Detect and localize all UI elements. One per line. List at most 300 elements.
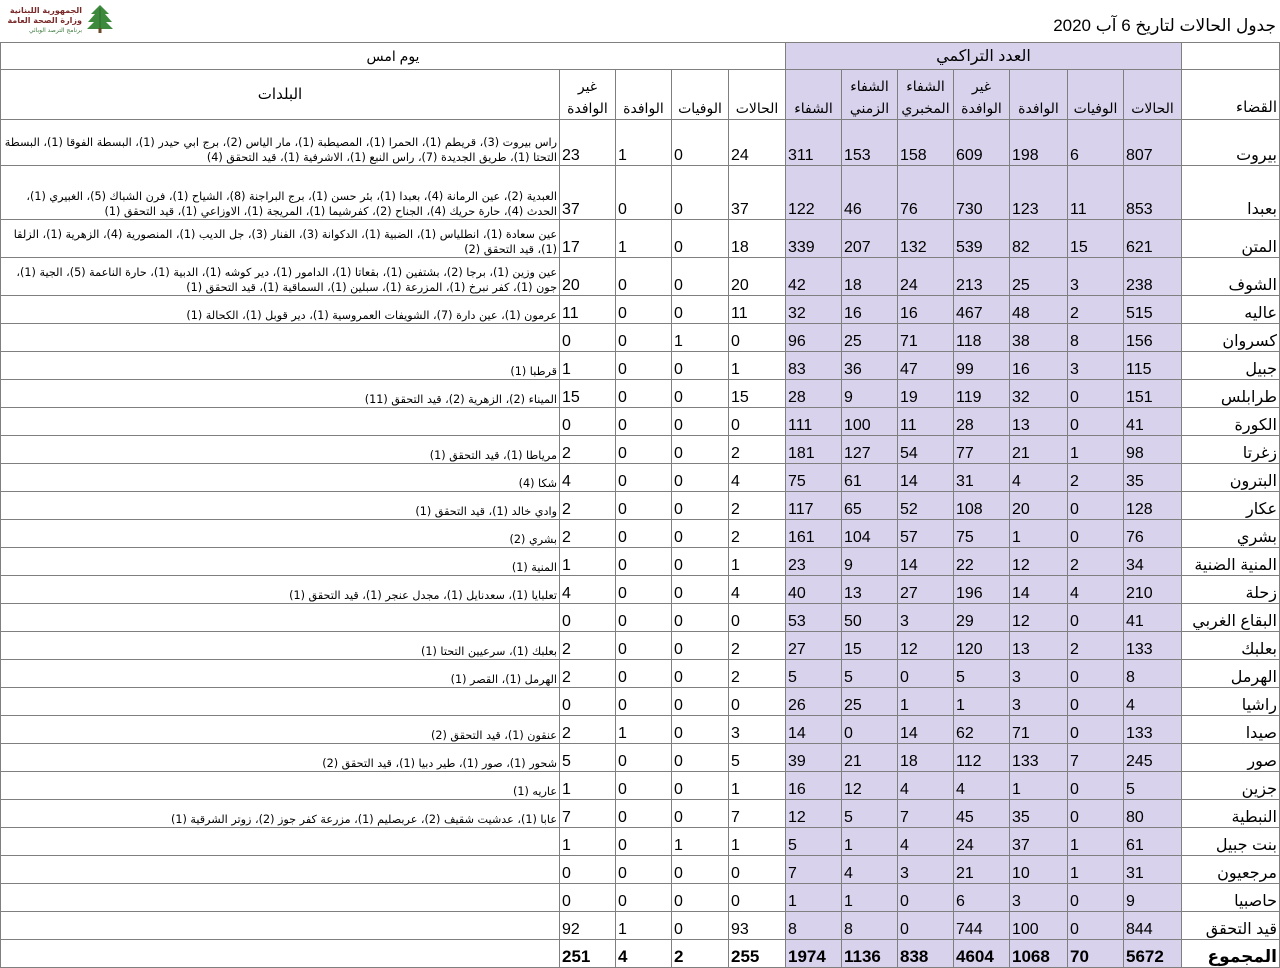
cum-lab-recovery-header: الشفاء المخبري (898, 70, 954, 120)
logo-ministry-text: وزارة الصحة العامة (7, 16, 82, 25)
yesterday-cases-cell: 2 (729, 632, 786, 660)
cum-cases-cell: 515 (1124, 296, 1182, 324)
cum-deaths-cell: 0 (1068, 716, 1124, 744)
cum-time-recovery-cell: 12 (842, 772, 898, 800)
yesterday-cases-cell: 1 (729, 772, 786, 800)
yesterday-deaths-cell: 0 (672, 380, 729, 408)
yesterday-imported-cell: 1 (616, 912, 672, 940)
yesterday-imported-cell: 0 (616, 408, 672, 436)
qada-name-cell: الكورة (1182, 408, 1280, 436)
yesterday-local-cell: 4 (560, 576, 616, 604)
yesterday-local-cell: 2 (560, 436, 616, 464)
cum-time-recovery-cell: 21 (842, 744, 898, 772)
qada-name-cell: بعلبك (1182, 632, 1280, 660)
table-row (1, 548, 1280, 576)
cum-time-recovery-cell: 9 (842, 380, 898, 408)
towns-cell: بشري (2) (1, 520, 560, 548)
yesterday-imported-cell: 0 (616, 828, 672, 856)
cum-recovery-cell: 181 (786, 436, 842, 464)
cum-deaths-cell: 11 (1068, 166, 1124, 220)
table-row (1, 324, 1280, 352)
cum-cases-cell: 844 (1124, 912, 1182, 940)
cum-deaths-cell: 2 (1068, 548, 1124, 576)
cum-lab-recovery-cell: 3 (898, 604, 954, 632)
yesterday-deaths-cell: 0 (672, 576, 729, 604)
yesterday-local-cell: 0 (560, 324, 616, 352)
cum-time-recovery-cell: 36 (842, 352, 898, 380)
towns-cell (1, 408, 560, 436)
towns-cell: عنقون (1)، قيد التحقق (2) (1, 716, 560, 744)
cum-time-recovery-cell: 25 (842, 324, 898, 352)
cum-deaths-cell: 0 (1068, 408, 1124, 436)
cum-local-cell: 99 (954, 352, 1010, 380)
cumulative-header: العدد التراكمي (786, 43, 1182, 70)
yesterday-imported-cell: 0 (616, 632, 672, 660)
cum-recovery-cell: 8 (786, 912, 842, 940)
table-row (1, 352, 1280, 380)
cum-time-recovery-cell: 153 (842, 120, 898, 166)
cum-deaths-cell: 0 (1068, 688, 1124, 716)
cum-lab-recovery-cell: 0 (898, 884, 954, 912)
cum-local-cell: 5 (954, 660, 1010, 688)
cum-cases-cell: 807 (1124, 120, 1182, 166)
cum-imported-cell: 14 (1010, 576, 1068, 604)
yesterday-deaths-cell: 0 (672, 548, 729, 576)
cum-deaths-cell: 4 (1068, 576, 1124, 604)
cum-imported-cell: 198 (1010, 120, 1068, 166)
cum-local-cell: 29 (954, 604, 1010, 632)
yesterday-local-header: غير الوافدة (560, 70, 616, 120)
yesterday-imported-cell: 0 (616, 258, 672, 296)
cum-cases-cell: 9 (1124, 884, 1182, 912)
cum-lab-recovery-cell: 1 (898, 688, 954, 716)
cum-imported-cell: 38 (1010, 324, 1068, 352)
towns-cell: وادي خالد (1)، قيد التحقق (1) (1, 492, 560, 520)
cum-recovery-cell: 1 (786, 884, 842, 912)
yesterday-imported-cell: 0 (616, 492, 672, 520)
cum-deaths-cell: 8 (1068, 324, 1124, 352)
towns-cell: الميناء (2)، الزهرية (2)، قيد التحقق (11) (1, 380, 560, 408)
yesterday-deaths-cell: 0 (672, 166, 729, 220)
towns-column-header: البلدات (1, 70, 560, 120)
yesterday-local-cell: 23 (560, 120, 616, 166)
yesterday-deaths-cell: 0 (672, 744, 729, 772)
cum-recovery-cell: 339 (786, 220, 842, 258)
cum-recovery-cell: 12 (786, 800, 842, 828)
yesterday-deaths-cell: 0 (672, 464, 729, 492)
yesterday-imported-cell: 0 (616, 166, 672, 220)
cum-lab-recovery-cell: 47 (898, 352, 954, 380)
cum-local-cell: 1 (954, 688, 1010, 716)
cum-recovery-cell: 75 (786, 464, 842, 492)
qada-name-cell: كسروان (1182, 324, 1280, 352)
cum-cases-cell: 41 (1124, 408, 1182, 436)
towns-cell (1, 856, 560, 884)
yesterday-deaths-cell: 0 (672, 716, 729, 744)
yesterday-cases-cell: 255 (729, 940, 786, 968)
yesterday-imported-cell: 0 (616, 772, 672, 800)
table-row (1, 166, 1280, 220)
cum-time-recovery-cell: 1 (842, 828, 898, 856)
towns-cell: عين وزين (1)، برجا (2)، بشتفين (1)، بقعاتا (1)، الدامور (1)، دير كوشه (1)، الدبية (1)، حارة الناعمة (5)، الجية (1)، جون (1)، كفر نبرخ (1)، المزرعة (1)، سبلين (1)، السماقية (1)، قيد التحقق (1) (1, 258, 560, 296)
cum-cases-cell: 4 (1124, 688, 1182, 716)
cum-deaths-cell: 15 (1068, 220, 1124, 258)
yesterday-local-cell: 7 (560, 800, 616, 828)
yesterday-local-cell: 1 (560, 828, 616, 856)
table-row (1, 632, 1280, 660)
cum-recovery-header: الشفاء (786, 70, 842, 120)
cum-local-cell: 28 (954, 408, 1010, 436)
yesterday-cases-cell: 11 (729, 296, 786, 324)
cum-lab-recovery-cell: 76 (898, 166, 954, 220)
yesterday-local-cell: 0 (560, 408, 616, 436)
logo-program-text: برنامج الترصد الوبائي (28, 27, 82, 34)
logo-republic-text: الجمهورية اللبنانية (9, 6, 82, 15)
total-row (1, 940, 1280, 968)
qada-name-cell: قيد التحقق (1182, 912, 1280, 940)
yesterday-local-cell: 0 (560, 604, 616, 632)
towns-cell: شكا (4) (1, 464, 560, 492)
yesterday-imported-cell: 0 (616, 660, 672, 688)
towns-cell: عرمون (1)، عين دارة (7)، الشويفات العمروسية (1)، دير قوبل (1)، الكحالة (1) (1, 296, 560, 324)
towns-cell (1, 828, 560, 856)
table-row (1, 604, 1280, 632)
yesterday-cases-cell: 2 (729, 520, 786, 548)
cum-local-cell: 45 (954, 800, 1010, 828)
qada-name-cell: حاصبيا (1182, 884, 1280, 912)
cum-cases-cell: 41 (1124, 604, 1182, 632)
table-row (1, 716, 1280, 744)
cum-imported-header: الوافدة (1010, 70, 1068, 120)
cum-deaths-cell: 1 (1068, 856, 1124, 884)
yesterday-cases-cell: 0 (729, 884, 786, 912)
cum-cases-cell: 8 (1124, 660, 1182, 688)
towns-cell (1, 884, 560, 912)
yesterday-deaths-cell: 0 (672, 912, 729, 940)
cases-table (0, 42, 1280, 968)
table-row (1, 688, 1280, 716)
cum-lab-recovery-cell: 19 (898, 380, 954, 408)
cum-recovery-cell: 7 (786, 856, 842, 884)
cum-cases-cell: 853 (1124, 166, 1182, 220)
ministry-logo (8, 2, 114, 40)
cum-local-cell: 108 (954, 492, 1010, 520)
cum-recovery-cell: 28 (786, 380, 842, 408)
cum-imported-cell: 48 (1010, 296, 1068, 324)
table-row (1, 436, 1280, 464)
table-row (1, 120, 1280, 166)
cum-lab-recovery-cell: 71 (898, 324, 954, 352)
cum-imported-cell: 12 (1010, 548, 1068, 576)
cum-imported-cell: 82 (1010, 220, 1068, 258)
table-row (1, 828, 1280, 856)
yesterday-imported-cell: 0 (616, 576, 672, 604)
table-row (1, 856, 1280, 884)
yesterday-local-cell: 37 (560, 166, 616, 220)
cum-deaths-header: الوفيات (1068, 70, 1124, 120)
cum-imported-cell: 25 (1010, 258, 1068, 296)
yesterday-imported-cell: 0 (616, 296, 672, 324)
yesterday-deaths-cell: 0 (672, 296, 729, 324)
yesterday-local-cell: 2 (560, 520, 616, 548)
cum-local-cell: 196 (954, 576, 1010, 604)
yesterday-deaths-cell: 0 (672, 520, 729, 548)
cum-imported-cell: 32 (1010, 380, 1068, 408)
yesterday-cases-cell: 0 (729, 688, 786, 716)
cum-recovery-cell: 1974 (786, 940, 842, 968)
yesterday-imported-cell: 0 (616, 800, 672, 828)
yesterday-local-cell: 92 (560, 912, 616, 940)
towns-cell: بعلبك (1)، سرعيين التحتا (1) (1, 632, 560, 660)
yesterday-cases-cell: 1 (729, 352, 786, 380)
yesterday-cases-cell: 20 (729, 258, 786, 296)
yesterday-imported-cell: 0 (616, 548, 672, 576)
yesterday-cases-cell: 0 (729, 408, 786, 436)
cum-imported-cell: 37 (1010, 828, 1068, 856)
yesterday-cases-cell: 0 (729, 604, 786, 632)
yesterday-local-cell: 2 (560, 632, 616, 660)
cum-imported-cell: 35 (1010, 800, 1068, 828)
cum-deaths-cell: 7 (1068, 744, 1124, 772)
table-row (1, 492, 1280, 520)
cum-local-cell: 6 (954, 884, 1010, 912)
cum-lab-recovery-cell: 18 (898, 744, 954, 772)
yesterday-deaths-cell: 0 (672, 120, 729, 166)
cum-cases-cell: 61 (1124, 828, 1182, 856)
yesterday-cases-cell: 2 (729, 492, 786, 520)
qada-name-cell: بعبدا (1182, 166, 1280, 220)
cum-lab-recovery-cell: 0 (898, 912, 954, 940)
cum-deaths-cell: 2 (1068, 464, 1124, 492)
yesterday-imported-cell: 0 (616, 436, 672, 464)
towns-cell: تعلبايا (1)، سعدنايل (1)، مجدل عنجر (1)، قيد التحقق (1) (1, 576, 560, 604)
cum-lab-recovery-cell: 838 (898, 940, 954, 968)
cum-local-cell: 75 (954, 520, 1010, 548)
cum-cases-cell: 238 (1124, 258, 1182, 296)
qada-name-cell: جبيل (1182, 352, 1280, 380)
cum-recovery-cell: 83 (786, 352, 842, 380)
yesterday-imported-cell: 0 (616, 688, 672, 716)
cum-lab-recovery-cell: 3 (898, 856, 954, 884)
cum-imported-cell: 10 (1010, 856, 1068, 884)
yesterday-local-cell: 1 (560, 352, 616, 380)
cum-cases-cell: 115 (1124, 352, 1182, 380)
cum-imported-cell: 1 (1010, 520, 1068, 548)
table-row (1, 576, 1280, 604)
yesterday-local-cell: 0 (560, 884, 616, 912)
table-row (1, 296, 1280, 324)
towns-cell (1, 688, 560, 716)
table-row (1, 800, 1280, 828)
yesterday-local-cell: 2 (560, 492, 616, 520)
towns-cell: قرطبا (1) (1, 352, 560, 380)
qada-name-cell: النبطية (1182, 800, 1280, 828)
cum-lab-recovery-cell: 24 (898, 258, 954, 296)
cum-deaths-cell: 6 (1068, 120, 1124, 166)
yesterday-cases-cell: 0 (729, 856, 786, 884)
qada-name-cell: الشوف (1182, 258, 1280, 296)
yesterday-imported-cell: 0 (616, 884, 672, 912)
cum-time-recovery-cell: 1 (842, 884, 898, 912)
cum-time-recovery-cell: 207 (842, 220, 898, 258)
cum-time-recovery-cell: 18 (842, 258, 898, 296)
yesterday-deaths-cell: 2 (672, 940, 729, 968)
table-row (1, 408, 1280, 436)
yesterday-cases-cell: 4 (729, 464, 786, 492)
cum-local-header: غير الوافدة (954, 70, 1010, 120)
yesterday-local-cell: 5 (560, 744, 616, 772)
cum-time-recovery-cell: 25 (842, 688, 898, 716)
yesterday-deaths-cell: 0 (672, 884, 729, 912)
towns-cell: مرياطا (1)، قيد التحقق (1) (1, 436, 560, 464)
cum-imported-cell: 16 (1010, 352, 1068, 380)
towns-cell: عين سعادة (1)، انطلياس (1)، الضبية (1)، الدكوانة (3)، الفنار (3)، جل الديب (1)، المنصورية (4)، الزهرية (1)، الزلقا (1)، قيد التحقق (2) (1, 220, 560, 258)
cum-cases-cell: 34 (1124, 548, 1182, 576)
cum-lab-recovery-cell: 16 (898, 296, 954, 324)
yesterday-local-cell: 17 (560, 220, 616, 258)
cum-cases-cell: 76 (1124, 520, 1182, 548)
yesterday-imported-cell: 4 (616, 940, 672, 968)
qada-column-header: القضاء (1182, 70, 1280, 120)
cum-deaths-cell: 0 (1068, 800, 1124, 828)
cum-lab-recovery-cell: 7 (898, 800, 954, 828)
cum-time-recovery-cell: 9 (842, 548, 898, 576)
table-row (1, 660, 1280, 688)
cum-local-cell: 118 (954, 324, 1010, 352)
cum-deaths-cell: 3 (1068, 352, 1124, 380)
cum-cases-cell: 151 (1124, 380, 1182, 408)
cum-local-cell: 4 (954, 772, 1010, 800)
cum-cases-cell: 128 (1124, 492, 1182, 520)
cum-time-recovery-cell: 5 (842, 660, 898, 688)
qada-name-cell: بيروت (1182, 120, 1280, 166)
cum-deaths-cell: 0 (1068, 660, 1124, 688)
yesterday-deaths-cell: 0 (672, 660, 729, 688)
cum-local-cell: 62 (954, 716, 1010, 744)
table-row (1, 744, 1280, 772)
qada-name-cell: راشيا (1182, 688, 1280, 716)
yesterday-header: يوم امس (1, 43, 786, 70)
cum-recovery-cell: 14 (786, 716, 842, 744)
cum-deaths-cell: 0 (1068, 520, 1124, 548)
cum-cases-cell: 98 (1124, 436, 1182, 464)
qada-name-cell: بنت جبيل (1182, 828, 1280, 856)
yesterday-local-cell: 251 (560, 940, 616, 968)
yesterday-deaths-cell: 0 (672, 800, 729, 828)
cum-cases-cell: 5672 (1124, 940, 1182, 968)
qada-name-cell: المنية الضنية (1182, 548, 1280, 576)
yesterday-imported-cell: 0 (616, 856, 672, 884)
yesterday-deaths-cell: 0 (672, 220, 729, 258)
cum-local-cell: 213 (954, 258, 1010, 296)
cum-lab-recovery-cell: 27 (898, 576, 954, 604)
cum-time-recovery-cell: 16 (842, 296, 898, 324)
qada-name-cell: جزين (1182, 772, 1280, 800)
cum-deaths-cell: 2 (1068, 296, 1124, 324)
page-title: جدول الحالات لتاريخ 6 آب 2020 (1053, 16, 1276, 35)
cum-deaths-cell: 70 (1068, 940, 1124, 968)
cum-recovery-cell: 122 (786, 166, 842, 220)
cum-recovery-cell: 40 (786, 576, 842, 604)
cum-local-cell: 77 (954, 436, 1010, 464)
yesterday-deaths-cell: 0 (672, 492, 729, 520)
qada-name-cell: المتن (1182, 220, 1280, 258)
cum-imported-cell: 13 (1010, 632, 1068, 660)
cum-lab-recovery-cell: 54 (898, 436, 954, 464)
cum-local-cell: 609 (954, 120, 1010, 166)
cum-time-recovery-cell: 65 (842, 492, 898, 520)
table-row (1, 220, 1280, 258)
cum-imported-cell: 3 (1010, 660, 1068, 688)
towns-cell (1, 940, 560, 968)
qada-name-cell: المجموع (1182, 940, 1280, 968)
table-row (1, 884, 1280, 912)
cum-cases-cell: 210 (1124, 576, 1182, 604)
yesterday-cases-cell: 37 (729, 166, 786, 220)
cum-lab-recovery-cell: 11 (898, 408, 954, 436)
cum-deaths-cell: 0 (1068, 604, 1124, 632)
yesterday-cases-cell: 2 (729, 660, 786, 688)
cum-imported-cell: 3 (1010, 884, 1068, 912)
yesterday-cases-cell: 7 (729, 800, 786, 828)
yesterday-local-cell: 1 (560, 548, 616, 576)
yesterday-deaths-header: الوفيات (672, 70, 729, 120)
yesterday-cases-cell: 1 (729, 548, 786, 576)
yesterday-local-cell: 0 (560, 856, 616, 884)
qada-name-cell: عاليه (1182, 296, 1280, 324)
towns-cell: المنية (1) (1, 548, 560, 576)
qada-name-cell: صور (1182, 744, 1280, 772)
cum-recovery-cell: 26 (786, 688, 842, 716)
cum-cases-cell: 5 (1124, 772, 1182, 800)
cum-lab-recovery-cell: 132 (898, 220, 954, 258)
yesterday-cases-cell: 93 (729, 912, 786, 940)
cum-imported-cell: 21 (1010, 436, 1068, 464)
qada-name-cell: مرجعيون (1182, 856, 1280, 884)
yesterday-imported-cell: 0 (616, 604, 672, 632)
towns-cell (1, 912, 560, 940)
cum-recovery-cell: 96 (786, 324, 842, 352)
yesterday-deaths-cell: 0 (672, 688, 729, 716)
yesterday-cases-cell: 18 (729, 220, 786, 258)
yesterday-imported-cell: 0 (616, 744, 672, 772)
cum-cases-cell: 621 (1124, 220, 1182, 258)
yesterday-imported-cell: 0 (616, 464, 672, 492)
cum-deaths-cell: 0 (1068, 492, 1124, 520)
cum-deaths-cell: 1 (1068, 828, 1124, 856)
cum-local-cell: 21 (954, 856, 1010, 884)
yesterday-cases-cell: 3 (729, 716, 786, 744)
cum-imported-cell: 13 (1010, 408, 1068, 436)
cum-deaths-cell: 0 (1068, 884, 1124, 912)
yesterday-cases-cell: 24 (729, 120, 786, 166)
table-row (1, 380, 1280, 408)
cum-cases-cell: 245 (1124, 744, 1182, 772)
cum-imported-cell: 3 (1010, 688, 1068, 716)
qada-name-cell: الهرمل (1182, 660, 1280, 688)
cum-cases-header: الحالات (1124, 70, 1182, 120)
yesterday-local-cell: 4 (560, 464, 616, 492)
cum-recovery-cell: 27 (786, 632, 842, 660)
cum-imported-cell: 4 (1010, 464, 1068, 492)
yesterday-local-cell: 20 (560, 258, 616, 296)
cum-deaths-cell: 0 (1068, 380, 1124, 408)
cum-time-recovery-header: الشفاء الزمني (842, 70, 898, 120)
cum-local-cell: 467 (954, 296, 1010, 324)
qada-name-cell: زغرتا (1182, 436, 1280, 464)
cedar-tree-icon (86, 4, 114, 34)
cum-lab-recovery-cell: 4 (898, 772, 954, 800)
